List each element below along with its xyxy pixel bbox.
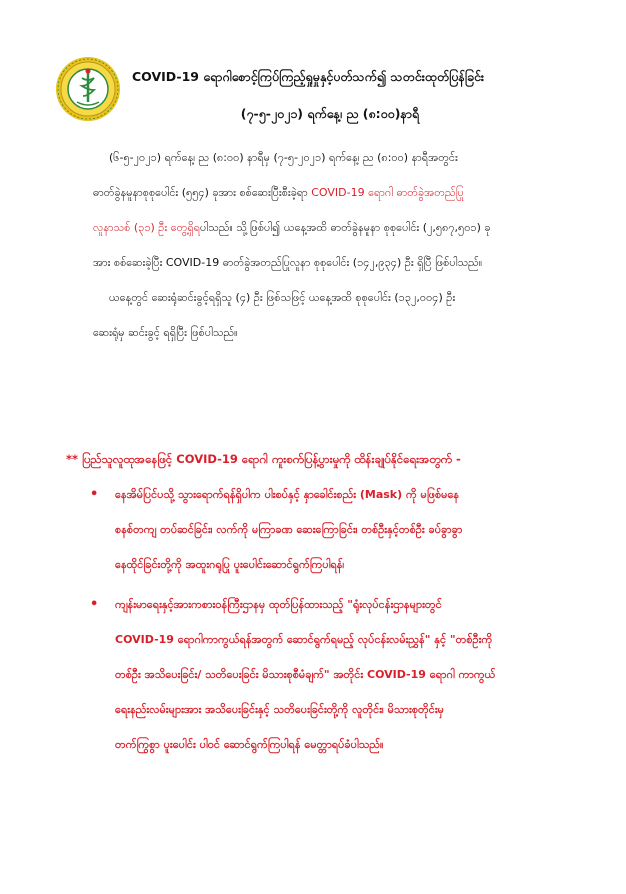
bullet-2-line-5: တက်ကြွစွာ ပူးပေါင်း ပါဝင် ဆောင်ရွက်ကြပါရန် မေတ္တာရပ်ခံပါသည်။ <box>115 738 384 751</box>
paragraph-1-line-3-text: ပါသည်။ သို့ဖြစ်ပါ၍ ယနေ့အထိ ဓာတ်ခွဲနမူနာ စုစုပေါင်း (၂,၅၈၇,၅၀၁) ခု <box>200 221 491 234</box>
ministry-of-health-seal-icon <box>55 56 121 122</box>
bullet-1-line-3: နေထိုင်ခြင်းတို့ကို အထူးဂရုပြု ပူးပေါင်းဆောင်ရွက်ကြပါရန်၊ <box>115 558 345 571</box>
bullet-1-line-2: စနစ်တကျ တပ်ဆင်ခြင်း၊ လက်ကို မကြာခဏ ဆေးကြောခြင်း၊ တစ်ဦးနှင့်တစ်ဦး ခပ်ခွာခွာ <box>115 523 463 536</box>
bullet-2-line-1: ကျန်းမာရေးနှင့်အားကစားဝန်ကြီးဌာနမှ ထုတ်ပြန်ထားသည့် "ရုံးလုပ်ငန်းဌာနများတွင် <box>115 598 442 611</box>
bullet-2-line-4: ရေးနည်းလမ်းများအား အသိပေးခြင်းနှင့် သတိပေးခြင်းတို့ကို လူတိုင်း၊ မိသားစုတိုင်းမှ <box>115 703 444 716</box>
paragraph-2-line-2: ဆေးရုံမှ ဆင်းခွင့် ရရှိပြီး ဖြစ်ပါသည်။ <box>93 326 238 339</box>
bullet-1-line-1: နေအိမ်ပြင်ပသို့ သွားရောက်ရန်ရှိပါက ပါးစပ်နှင့် နှာခေါင်းစည်း (Mask) ကို မဖြစ်မနေ <box>115 488 460 501</box>
bullet-2-line-2: COVID-19 ရောဂါကာကွယ်ရန်အတွက် ဆောင်ရွက်ရမည့် လုပ်ငန်းလမ်းညွှန်" နှင့် "တစ်ဦးကို <box>115 633 493 646</box>
page-subtitle-date: (၇-၅-၂၀၂၁) ရက်နေ့၊ ည (၈:၀၀)နာရီ <box>240 106 420 121</box>
bullet-2-line-3: တစ်ဦး အသိပေးခြင်း/ သတိပေးခြင်း မိသားစုစီမံချက်" အတိုင်း COVID-19 ရောဂါ ကာကွယ် <box>115 668 496 681</box>
bullet-dot-1: • <box>90 487 99 502</box>
note-heading: ** ပြည်သူလူထုအနေဖြင့် COVID-19 ရောဂါ ကူးစက်ပြန့်ပွားမှုကို ထိန်းချုပ်နိုင်ရေးအတွက် - <box>66 452 461 466</box>
paragraph-1-line-2 <box>93 186 464 202</box>
bullet-dot-2: • <box>90 597 99 612</box>
paragraph-1-line-4: အား စစ်ဆေးခဲ့ပြီး COVID-19 ဓာတ်ခွဲအတည်ပြုလူနာ စုစုပေါင်း (၁၄၂,၉၃၄) ဦး ရှိပြီ ဖြစ်ပါသည်။ <box>93 256 483 269</box>
paragraph-2-line-1: ယနေ့တွင် ဆေးရုံဆင်းခွင့်ရရှိသူ (၄) ဦး ဖြစ်သဖြင့် ယနေ့အထိ စုစုပေါင်း (၁၃၂,၀၀၄) ဦး <box>109 291 456 304</box>
paragraph-1-line-2-text: ဓာတ်ခွဲနမူနာစုစုပေါင်း (၅၅၄) ခုအား စစ်ဆေးပြီးစီးခဲ့ရာ <box>93 186 312 199</box>
paragraph-1-line-3-highlight: လူနာသစ် (၃၁) ဦး တွေ့ရှိရ <box>93 221 201 234</box>
paragraph-1-line-1: (၆-၅-၂၀၂၁) ရက်နေ့၊ ည (၈:၀၀) နာရီမှ (၇-၅-၂၀၂၁) ရက်နေ့၊ ည (၈:၀၀) နာရီအတွင်း <box>109 151 458 164</box>
paragraph-1-line-3 <box>93 221 491 237</box>
paragraph-1-line-2-highlight: COVID-19 ရောဂါ ဓာတ်ခွဲအတည်ပြု <box>311 186 464 199</box>
page-title: COVID-19 ရောဂါစောင့်ကြပ်ကြည့်ရှုမှုနှင့်ပတ်သက်၍ သတင်းထုတ်ပြန်ခြင်း <box>132 69 485 84</box>
